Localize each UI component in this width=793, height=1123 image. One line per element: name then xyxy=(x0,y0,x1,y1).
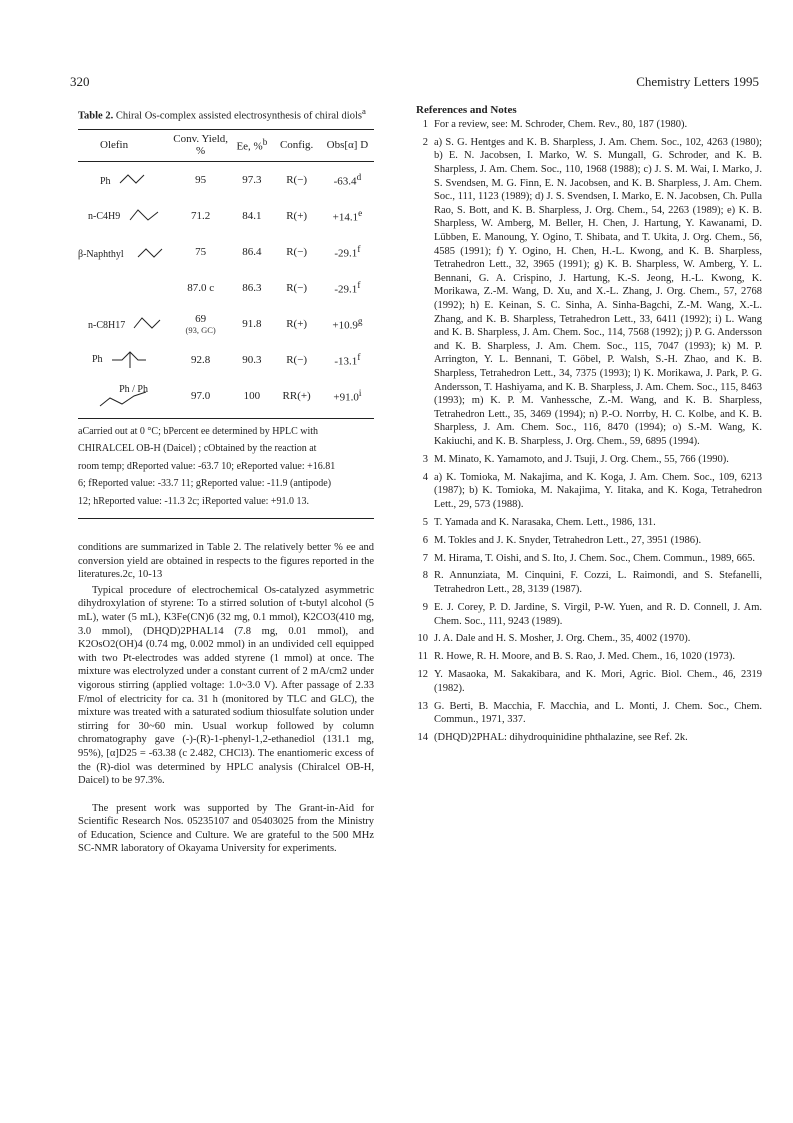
obs-note: f xyxy=(357,243,361,254)
obs-note: i xyxy=(358,387,362,398)
col-ee xyxy=(231,130,272,161)
reference-number: 2 xyxy=(422,136,428,148)
page-number: 320 xyxy=(70,74,90,89)
table-row xyxy=(78,198,374,234)
reference-text: M. Minato, K. Yamamoto, and J. Tsuji, J. Org. Chem., 55, 766 (1990). xyxy=(434,453,729,465)
reference-number: 9 xyxy=(422,601,428,613)
reference-item xyxy=(416,118,762,132)
olefin-cell xyxy=(78,306,170,342)
body-paragraph-1: conditions are summarized in Table 2. The relatively better % ee and conversion yield are obtained in respects to the figures reported in the literatures.2c, 10-13 xyxy=(78,542,374,581)
obs-value: -13.1 xyxy=(334,355,358,368)
olefin-cell xyxy=(78,342,170,378)
obs-cell xyxy=(321,162,374,198)
ee-cell: 84.1 xyxy=(242,209,262,222)
table-row xyxy=(78,162,374,198)
table-row xyxy=(78,342,374,378)
reference-item xyxy=(416,700,762,727)
obs-cell xyxy=(321,198,374,234)
olefin-label: Ph xyxy=(100,175,111,187)
obs-note: e xyxy=(358,207,363,218)
config-cell: R(−) xyxy=(286,173,308,186)
left-column xyxy=(78,104,374,856)
obs-cell xyxy=(321,270,374,306)
reference-text: R. Annunziata, M. Cinquini, F. Cozzi, L. Raimondi, and S. Stefanelli, Tetrahedron Lett., 28, 3139 (1987). xyxy=(434,570,762,596)
reference-item xyxy=(416,569,762,596)
reference-text: Y. Masaoka, M. Sakakibara, and K. Mori, Agric. Biol. Chem., 46, 2319 (1982). xyxy=(434,669,762,694)
olefin-label: n-C4H9 xyxy=(88,210,121,222)
obs-value: +14.1 xyxy=(332,211,359,224)
col-obs: Obs[α] D xyxy=(326,138,369,151)
results-table xyxy=(78,130,374,414)
reference-text: a) K. Tomioka, M. Nakajima, and K. Koga, J. Am. Chem. Soc., 109, 6213 (1987); b) K. Tomioka, M. Nakajima, Y. Iitaka, and K. Koga, Tetrahedron Lett., 29, 573 (1988). xyxy=(434,471,762,510)
ee-cell: 91.8 xyxy=(242,317,262,330)
obs-cell xyxy=(321,342,374,378)
styrene-structure xyxy=(80,162,168,198)
col-ee-label: Ee, % xyxy=(236,140,263,153)
obs-note: f xyxy=(357,351,361,362)
reference-item xyxy=(416,136,762,449)
reference-item xyxy=(416,516,762,530)
obs-value: +10.9 xyxy=(332,319,358,332)
reference-number: 11 xyxy=(417,651,428,663)
table-footnotes xyxy=(78,423,374,511)
obs-cell xyxy=(321,306,374,342)
ee-cell: 97.3 xyxy=(242,173,262,186)
reference-text: a) S. G. Hentges and K. B. Sharpless, J. Am. Chem. Soc., 102, 4263 (1980); b) E. N. Jacobsen, I. Marko, W. S. Mungall, G. Schroder, and K. B. Sharpless, J. Am. Chem. Soc., 110, 1968 (1988); c) J. S. M. Wai, I. Marko, J. S. Svendsen, M. G. Finn, E. N. Jacobsen, and K. B. Sharpless, J. Am. Chem. Soc., 111, 1123 (1989); d) J. S. Svendsen, I. Marko, E. N. Jacobsen, Ch. Pulla Rao, S. Bott, and K. B. Sharpless, J. Org. Chem., 54, 2263 (1989); e) K. B. Sharpless, W. Amberg, M. Beller, H. Chen, J. Hartung, Y. Kawanami, D. Lübben, E. Manoung, Y. Ogino, T. Shibata, and T. Ukita, J. Org. Chem., 56, 4585 (1991); f) Y. Ogino, H. Chen, H.-L. Kwong, and K. B. Sharpless, Tetrahedron Lett., 32, 3965 (1991); g) K. B. Sharpless, W. Amberg, Y. L. Bennani, G. A. Crispino, J. Hartung, K.-S. Jeong, H.-L. Kwong, K. Morikawa, Z.-M. Wang, D. Xu, and X.-L. Zhang, J. Org. Chem., 57, 2768 (1992); h) E. Keinan, S. C. Sinha, A. Sinha-Bagchi, Z.-M. Wang, X.-L. Zhang, and K. B. Sharpless, Tetrahedron Lett., 33, 6411 (1992); i) L. Wang and K. B. Sharpless, J. Am. Chem. Soc., 114, 7568 (1992); j) P. G. Andersson and K. B. Sharpless, J. Am. Chem. Soc., 115, 7047 (1993); k) M. P. Arrington, Y. L. Bennani, T. Göbel, P. Walsh, S.-H. Zhao, and K. B. Sharpless, Tetrahedron Lett., 34, 7375 (1993); l) K. Morikawa, J. Park, P. G. Andersson, T. Hashiyama, and K. B. Sharpless, J. Am. Chem. Soc., 115, 8463 (1993); m) K. P. M. Vanhessche, Z.-M. Wang, and K. B. Sharpless, Tetrahedron Lett., 35, 3469 (1994); n) P.-O. Norrby, H. C. Kolbe, and K. B. Sharpless, J. Am. Chem. Soc., 116, 8470 (1994); o) S.-M. Wang, K. Kakiuchi, and K. B. Sharpless, J. Org. Chem., 59, 6895 (1994). xyxy=(434,136,762,447)
col-olefin: Olefin xyxy=(100,138,129,151)
body-paragraph-2: Typical procedure of electrochemical Os-catalyzed asymmetric dihydroxylation of styrene: To a stirred solution of t-butyl alcohol (5 mL), water (5 mL), K3Fe(CN)6 (32 mg, 0.1 mmol), K2CO3(410 mg, 3.0 mmol), (DHQD)2PHAL14 (7.8 mg, 0.01 mmol), and K2OsO2(OH)4 (0.74 mg, 0.002 mmol) in an undivided cell equipped with two Pt-electrodes was added styrene (1 mmol) at once. The mixture was electrolyzed under a constant current of 2 mA/cm2 under vigorous stirring (applied voltage: 1.0~3.0 V). After passage of 2.33 F/mol of electricity for ca. 31 h (monitored by TLC and GLC), the mixture was treated with a saturated sodium thiosulfate solution under stirring for 30~60 min. Usual workup followed by column chromatography gave (-)-(R)-1-phenyl-1,2-ethanediol (131.1 mg, 95%), [α]D25 = -63.38 (c 2.482, CHCl3). The enantiomeric excess of the (R)-diol was determined by HPLC analysis (Chiralcel OB-H, Daicel) to be 97.3%. xyxy=(78,584,374,787)
reference-number: 8 xyxy=(422,570,428,582)
table-caption-text: Chiral Os-complex assisted electrosynthesis of chiral diols xyxy=(115,110,362,122)
yield-value: 69 xyxy=(195,312,207,325)
reference-text: For a review, see: M. Schroder, Chem. Rev., 80, 187 (1980). xyxy=(434,119,688,130)
obs-cell xyxy=(321,234,374,270)
reference-item xyxy=(416,650,762,664)
col-ee-note: b xyxy=(262,137,268,148)
footnote-line: 6; fReported value: -33.7 11; gReported value: -11.9 (antipode) xyxy=(78,478,332,489)
reference-number: 14 xyxy=(417,732,428,744)
olefin-cell xyxy=(78,234,170,270)
yield-cell: 97.0 xyxy=(191,389,211,402)
references-title: References and Notes xyxy=(416,104,517,116)
reference-number: 1 xyxy=(422,119,428,130)
config-cell: R(−) xyxy=(286,281,308,294)
table-bottom-rule xyxy=(78,418,374,419)
table-header-row xyxy=(78,130,374,161)
reference-number: 5 xyxy=(422,516,428,528)
ee-cell: 90.3 xyxy=(242,353,262,366)
config-cell: R(−) xyxy=(286,245,308,258)
ee-cell: 100 xyxy=(243,389,261,402)
reference-text: M. Hirama, T. Oishi, and S. Ito, J. Chem. Soc., Chem. Commun., 1989, 665. xyxy=(434,552,756,564)
ee-cell: 86.3 xyxy=(242,281,262,294)
reference-item xyxy=(416,668,762,695)
reference-number: 12 xyxy=(417,669,428,681)
reference-number: 13 xyxy=(417,700,428,712)
ee-cell: 86.4 xyxy=(242,245,262,258)
body-text xyxy=(78,541,374,856)
footnote-line: aCarried out at 0 °C; bPercent ee determined by HPLC with xyxy=(78,425,319,437)
reference-item xyxy=(416,471,762,512)
reference-text: T. Yamada and K. Narasaka, Chem. Lett., 1986, 131. xyxy=(434,516,656,528)
table-row xyxy=(78,306,374,342)
olefin-label: n-C8H17 xyxy=(88,319,126,331)
yield-cell xyxy=(170,306,231,342)
reference-number: 7 xyxy=(422,552,428,564)
reference-text: R. Howe, R. H. Moore, and B. S. Rao, J. Med. Chem., 16, 1020 (1973). xyxy=(434,651,735,663)
obs-note: g xyxy=(357,315,363,326)
yield-cell: 87.0 c xyxy=(187,281,215,294)
reference-item xyxy=(416,552,762,566)
reference-text: M. Tokles and J. K. Snyder, Tetrahedron Lett., 27, 3951 (1986). xyxy=(434,534,702,546)
reference-item xyxy=(416,731,762,745)
reference-item xyxy=(416,601,762,628)
obs-value: -63.4 xyxy=(333,175,357,188)
footnote-line: room temp; dReported value: -63.7 10; eReported value: +16.81 xyxy=(78,460,336,472)
footnote-line: 12; hReported value: -11.3 2c; iReported value: +91.0 13. xyxy=(78,495,310,507)
olefin-label: Ph / Ph xyxy=(119,383,148,395)
footnote-line: CHIRALCEL OB-H (Daicel) ; cObtained by the reaction at xyxy=(78,443,317,454)
col-yield: Conv. Yield, % xyxy=(173,132,229,157)
olefin-cell xyxy=(78,162,170,198)
reference-text: G. Berti, B. Macchia, F. Macchia, and L. Monti, J. Chem. Soc., Chem. Commun., 1971, 337. xyxy=(434,700,762,726)
table-caption xyxy=(78,104,374,124)
table-caption-label: Table 2. xyxy=(78,110,114,122)
right-column xyxy=(416,104,762,749)
config-cell: RR(+) xyxy=(282,389,311,402)
obs-value: +91.0 xyxy=(333,391,359,404)
yield-cell: 92.8 xyxy=(191,353,211,366)
yield-cell: 71.2 xyxy=(191,209,211,222)
table-row xyxy=(78,234,374,270)
olefin-label: β-Naphthyl xyxy=(78,248,124,260)
yield-gc-value: (93, GC) xyxy=(185,324,216,335)
reference-number: 6 xyxy=(422,534,428,546)
olefin-cell xyxy=(78,378,170,414)
obs-cell xyxy=(321,378,374,414)
obs-value: -29.1 xyxy=(334,247,358,260)
reference-item xyxy=(416,534,762,548)
yield-cell: 95 xyxy=(195,173,207,186)
footnote-rule xyxy=(78,518,374,519)
yield-cell: 75 xyxy=(195,245,207,258)
table-row xyxy=(78,378,374,414)
col-config: Config. xyxy=(279,138,314,151)
obs-note: d xyxy=(356,171,362,182)
olefin-cell xyxy=(78,270,170,306)
config-cell: R(−) xyxy=(286,353,308,366)
reference-number: 10 xyxy=(417,633,428,645)
acknowledgment-paragraph: The present work was supported by The Grant-in-Aid for Scientific Research Nos. 05235107 and 05403025 from the Ministry of Education, Science and Culture. We are grateful to the 500 MHz SC-NMR laboratory of Okayama University for experiments. xyxy=(78,802,374,855)
reference-item xyxy=(416,632,762,646)
config-cell: R(+) xyxy=(286,209,308,222)
reference-item xyxy=(416,453,762,467)
reference-text: E. J. Corey, P. D. Jardine, S. Virgil, P-W. Yuen, and R. D. Connell, J. Am. Chem. Soc., 111, 9243 (1989). xyxy=(434,601,762,627)
reference-text: J. A. Dale and H. S. Mosher, J. Org. Chem., 35, 4002 (1970). xyxy=(434,633,691,645)
reference-number: 3 xyxy=(422,453,428,465)
table-caption-note: a xyxy=(361,106,366,116)
reference-text: (DHQD)2PHAL: dihydroquinidine phthalazine, see Ref. 2k. xyxy=(434,732,688,744)
olefin-cell xyxy=(78,198,170,234)
obs-value: -29.1 xyxy=(334,283,358,296)
obs-note: f xyxy=(357,279,361,290)
journal-header: Chemistry Letters 1995 xyxy=(636,74,759,89)
olefin-label: Ph xyxy=(92,353,103,365)
table-row xyxy=(78,270,374,306)
reference-number: 4 xyxy=(422,471,428,483)
config-cell: R(+) xyxy=(286,317,308,330)
